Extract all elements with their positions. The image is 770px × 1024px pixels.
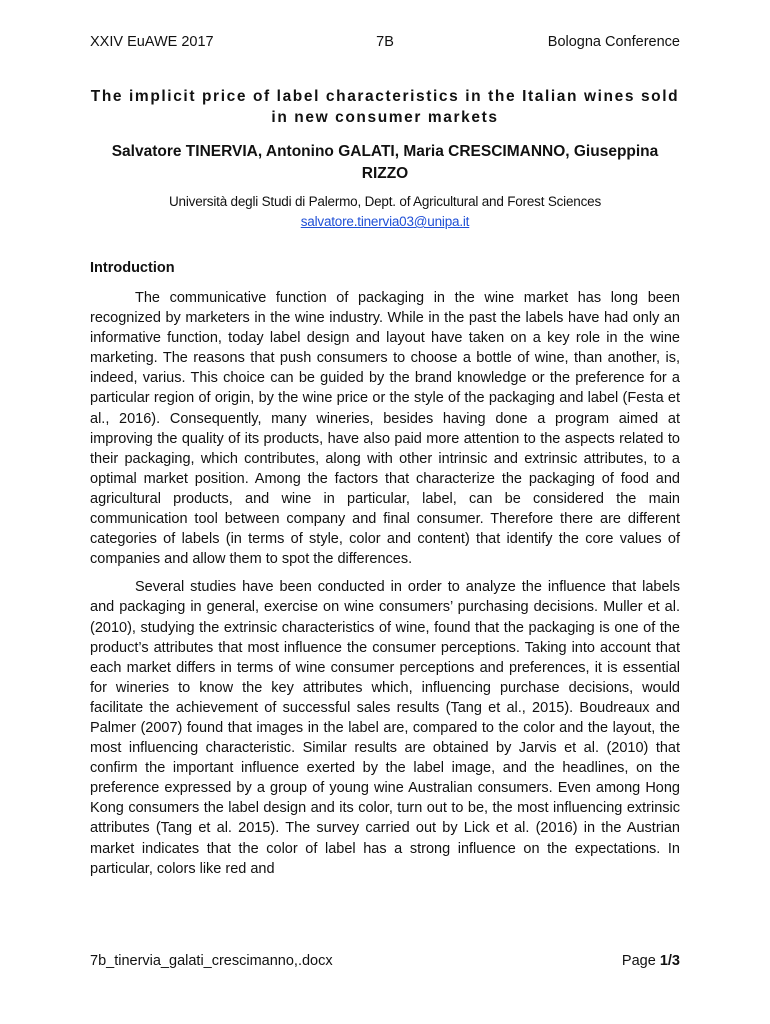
section-body [90, 288, 680, 887]
footer-page-indicator [622, 953, 680, 969]
author-email-link[interactable]: salvatore.tinervia03@unipa.it [300, 214, 470, 229]
header-conference-name: XXIV EuAWE 2017 [90, 34, 214, 50]
page-header [90, 34, 680, 54]
header-session: 7B [376, 34, 394, 50]
affiliation-block [90, 192, 680, 232]
paragraph: Several studies have been conducted in order to analyze the influence that labels and packaging in general, exercise on wine consumers’ purchasing decisions. Muller et al. (2010), studying the extrinsic characteristics of wine, found that the packaging is one of the product’s attributes that most influence the consumer perceptions. Taking into account that each market differs in terms of wine consumer perceptions and preferences, it is essential for wineries to know the key attributes which, influencing purchase decisions, would facilitate the achievement of successful sales results (Tang et al., 2015). Boudreaux and Palmer (2007) found that images in the label are, compared to the color and the layout, the most influencing characteristic. Similar results are obtained by Jarvis et al. (2010) that confirm the important influence exerted by the label image, and the headlines, on the preference expressed by a group of young wine Australian consumers. Even among Hong Kong consumers the label design and its color, turn out to be, the most influencing extrinsic attributes (Tang et al. 2015). The survey carried out by Lick et al. (2016) in the Austrian market indicates that the color of label has a strong influence on the expectations. In particular, colors like red and [90, 579, 680, 877]
paper-title: The implicit price of label characteristics in the Italian wines sold in new consumer markets [90, 88, 680, 126]
affiliation-text: Università degli Studi di Palermo, Dept. of Agricultural and Forest Sciences [168, 194, 601, 209]
footer-filename: 7b_tinervia_galati_crescimanno,.docx [90, 953, 333, 969]
paragraph: The communicative function of packaging in the wine market has long been recognized by marketers in the wine industry. While in the past the labels have had only an informative function, today label design and layout have taken on a key role in the wine marketing. The reasons that push consumers to choose a bottle of wine, than another, is, indeed, varius. This choice can be guided by the brand knowledge or the preference for a particular region of origin, by the wine price or the style of the packaging and label (Festa et al., 2016). Consequently, many wineries, besides having done a program aimed at improving the quality of its products, have also paid more attention to the aspects related to their packaging, which contributes, along with other intrinsic and extrinsic attributes, to a optimal market position. Among the factors that characterize the packaging of food and agricultural products, and wine in particular, label, can be considered the main communication tool between company and final consumer. Therefore there are different categories of labels (in terms of style, color and content) that identify the core values of companies and allow them to spot the differences. [90, 290, 680, 568]
footer-page-label: Page [621, 953, 660, 969]
paper-authors: Salvatore TINERVIA, Antonino GALATI, Maria CRESCIMANNO, Giuseppina RIZZO [111, 143, 659, 182]
page-footer [90, 953, 680, 973]
footer-page-number: 1/3 [659, 953, 680, 969]
header-location: Bologna Conference [547, 34, 680, 50]
section-heading: Introduction [90, 260, 175, 276]
